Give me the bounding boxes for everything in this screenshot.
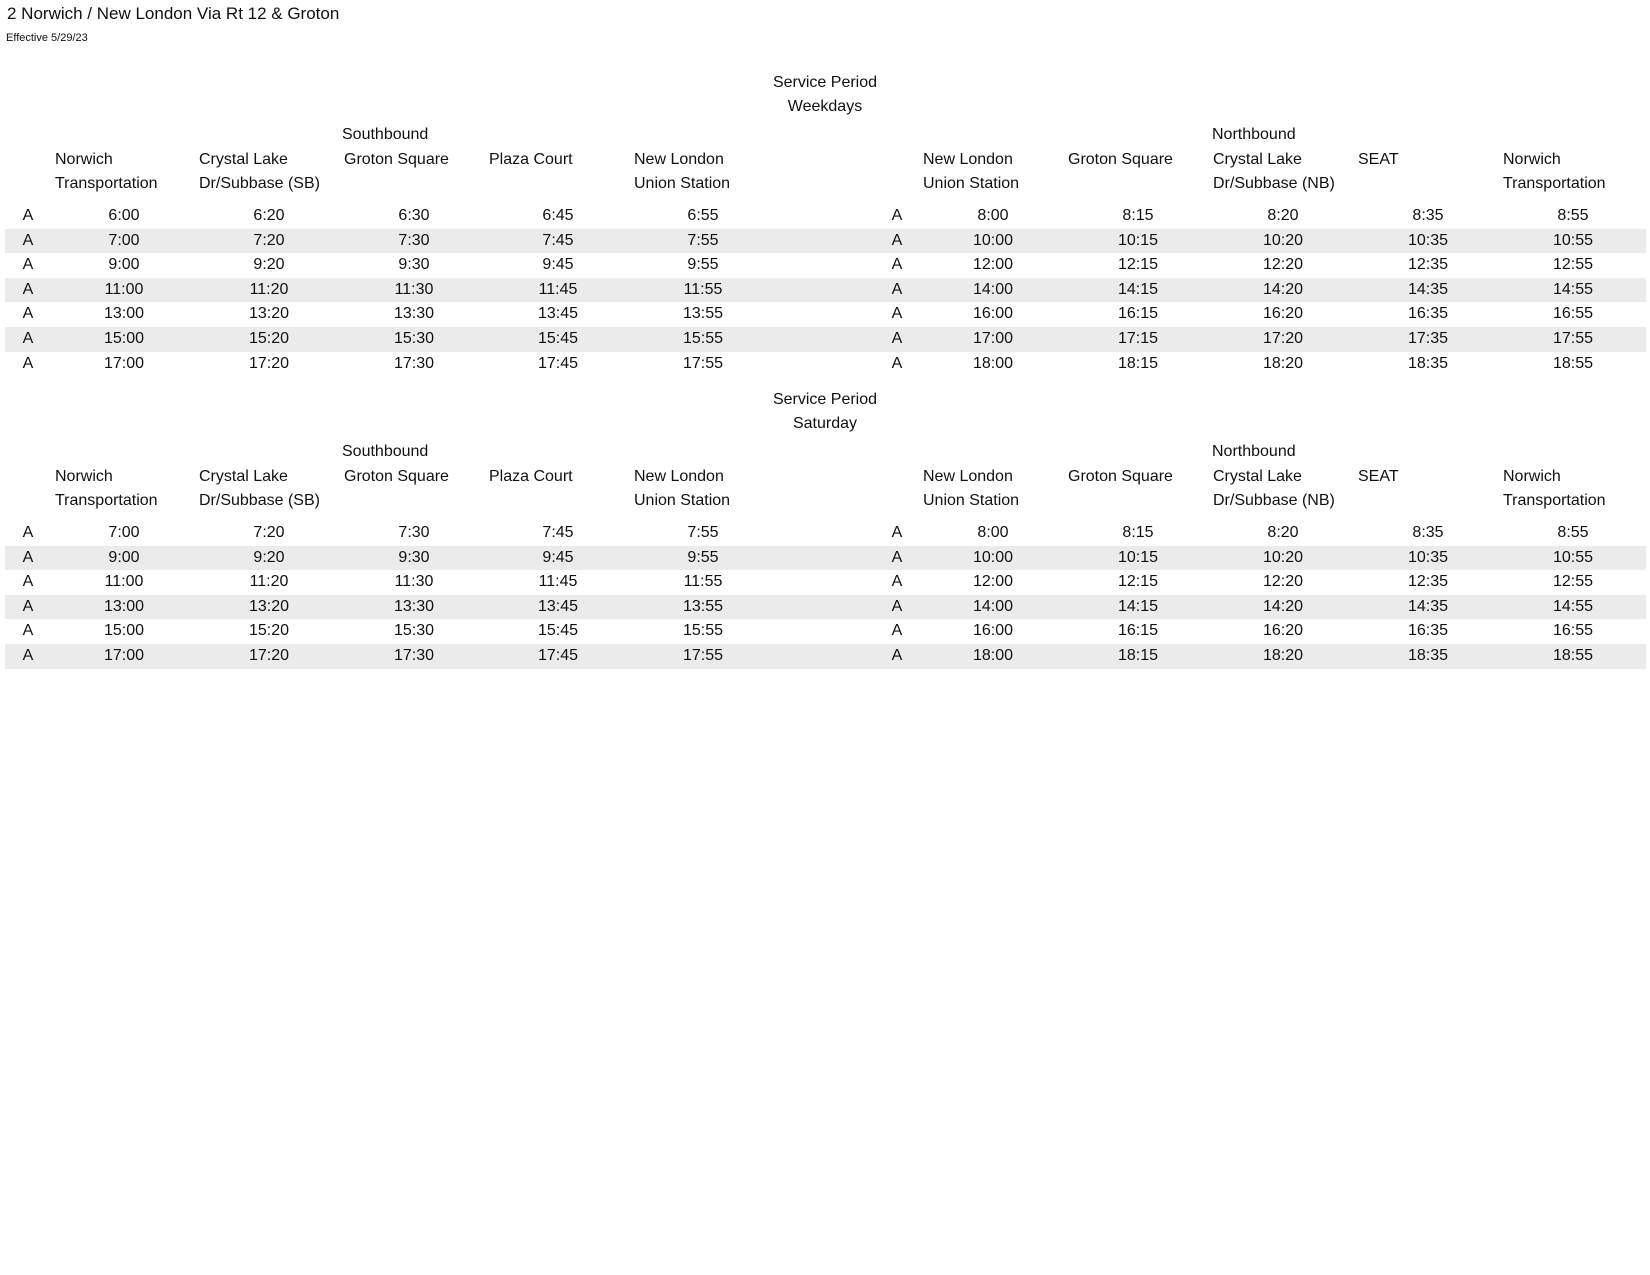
- northbound-time-cell: 14:35: [1407, 280, 1449, 298]
- northbound-stop-header: Groton Square: [1068, 468, 1173, 485]
- northbound-time-cell: 8:00: [977, 524, 1009, 541]
- table-row: [5, 327, 1646, 352]
- southbound-time-cell: 13:30: [393, 305, 435, 323]
- table-row: [5, 229, 1646, 254]
- southbound-time-cell: 9:30: [398, 548, 430, 566]
- southbound-stop-header: Norwich: [55, 151, 113, 168]
- southbound-time-cell: 9:55: [687, 548, 719, 566]
- table-row: [5, 278, 1646, 303]
- southbound-time-cell: 7:00: [108, 524, 140, 541]
- southbound-time-cell: 9:00: [108, 256, 140, 274]
- northbound-time-cell: 8:15: [1122, 207, 1154, 224]
- northbound-stop-header: Norwich: [1503, 468, 1561, 485]
- northbound-time-cell: 8:20: [1267, 207, 1299, 224]
- northbound-label: Northbound: [1212, 126, 1296, 143]
- southbound-time-cell: 9:20: [253, 256, 285, 274]
- northbound-time-cell: 10:15: [1117, 548, 1159, 566]
- southbound-time-cell: 17:00: [103, 354, 145, 372]
- northbound-stop-header: Union Station: [923, 492, 1020, 509]
- southbound-time-cell: 11:55: [683, 573, 723, 591]
- northbound-time-cell: 16:00: [972, 622, 1014, 640]
- northbound-trip-flag: A: [891, 207, 903, 224]
- southbound-trip-flag: A: [22, 305, 34, 323]
- southbound-time-cell: 17:45: [537, 646, 579, 664]
- northbound-time-cell: 17:20: [1262, 329, 1304, 347]
- southbound-time-cell: 13:00: [103, 305, 145, 323]
- northbound-time-cell: 18:15: [1117, 646, 1159, 664]
- northbound-time-cell: 17:15: [1117, 329, 1159, 347]
- northbound-time-cell: 12:00: [972, 256, 1014, 274]
- southbound-trip-flag: A: [22, 597, 34, 615]
- southbound-time-cell: 15:20: [248, 329, 290, 347]
- southbound-stop-header: Plaza Court: [489, 468, 573, 485]
- northbound-time-cell: 12:35: [1407, 256, 1449, 274]
- table-row: [5, 595, 1646, 620]
- northbound-time-cell: 16:15: [1117, 622, 1159, 640]
- southbound-time-cell: 17:45: [537, 354, 579, 372]
- northbound-stop-header: Crystal Lake: [1213, 151, 1302, 168]
- northbound-time-cell: 18:20: [1262, 646, 1304, 664]
- northbound-trip-flag: A: [891, 622, 903, 640]
- northbound-trip-flag: A: [891, 573, 903, 591]
- northbound-trip-flag: A: [891, 329, 903, 347]
- table-row: [5, 644, 1646, 669]
- northbound-stop-header: Transportation: [1503, 492, 1606, 509]
- northbound-time-cell: 16:55: [1552, 622, 1594, 640]
- northbound-trip-flag: A: [891, 256, 903, 274]
- southbound-stop-header: New London: [634, 468, 724, 485]
- southbound-time-cell: 17:30: [393, 354, 435, 372]
- southbound-stop-header: Dr/Subbase (SB): [199, 175, 320, 192]
- service-period-label: Service Period: [772, 74, 878, 91]
- northbound-time-cell: 14:15: [1117, 280, 1159, 298]
- southbound-trip-flag: A: [22, 256, 34, 274]
- table-row: [5, 253, 1646, 278]
- northbound-stop-header: Crystal Lake: [1213, 468, 1302, 485]
- northbound-time-cell: 8:15: [1122, 524, 1154, 541]
- southbound-trip-flag: A: [22, 622, 34, 640]
- service-day: Saturday: [792, 415, 858, 432]
- southbound-time-cell: 13:30: [393, 597, 435, 615]
- southbound-time-cell: 13:45: [537, 597, 579, 615]
- table-row: [5, 546, 1646, 571]
- northbound-trip-flag: A: [891, 597, 903, 615]
- southbound-stop-header: Transportation: [55, 175, 158, 192]
- northbound-time-cell: 12:20: [1262, 256, 1304, 274]
- southbound-time-cell: 9:30: [398, 256, 430, 274]
- southbound-time-cell: 9:55: [687, 256, 719, 274]
- southbound-time-cell: 6:30: [398, 207, 430, 224]
- southbound-time-cell: 11:20: [249, 280, 289, 298]
- northbound-stop-header: Transportation: [1503, 175, 1606, 192]
- northbound-time-cell: 16:35: [1407, 305, 1449, 323]
- southbound-time-cell: 7:45: [542, 231, 574, 249]
- southbound-time-cell: 15:20: [248, 622, 290, 640]
- northbound-time-cell: 10:55: [1552, 548, 1594, 566]
- northbound-time-cell: 10:35: [1407, 231, 1449, 249]
- service-period-label: Service Period: [772, 391, 878, 408]
- southbound-time-cell: 13:20: [248, 305, 290, 323]
- southbound-time-cell: 17:55: [682, 646, 724, 664]
- northbound-stop-header: New London: [923, 468, 1013, 485]
- northbound-time-cell: 17:55: [1552, 329, 1594, 347]
- southbound-trip-flag: A: [22, 329, 34, 347]
- northbound-time-cell: 18:55: [1552, 354, 1594, 372]
- southbound-label: Southbound: [342, 126, 429, 143]
- table-row: [5, 570, 1646, 595]
- northbound-time-cell: 16:20: [1262, 305, 1304, 323]
- northbound-label: Northbound: [1212, 443, 1296, 460]
- southbound-stop-header: Dr/Subbase (SB): [199, 492, 320, 509]
- southbound-time-cell: 7:20: [253, 524, 285, 541]
- southbound-stop-header: Union Station: [634, 492, 731, 509]
- northbound-time-cell: 10:20: [1262, 548, 1304, 566]
- southbound-time-cell: 13:00: [103, 597, 145, 615]
- northbound-time-cell: 18:15: [1117, 354, 1159, 372]
- southbound-time-cell: 6:45: [542, 207, 574, 224]
- southbound-time-cell: 7:55: [687, 231, 719, 249]
- northbound-time-cell: 8:55: [1557, 207, 1589, 224]
- northbound-time-cell: 8:35: [1412, 207, 1444, 224]
- northbound-time-cell: 8:20: [1267, 524, 1299, 541]
- southbound-time-cell: 13:55: [682, 597, 724, 615]
- southbound-time-cell: 15:45: [537, 329, 579, 347]
- northbound-time-cell: 10:15: [1117, 231, 1159, 249]
- southbound-time-cell: 6:00: [108, 207, 140, 224]
- southbound-trip-flag: A: [22, 354, 34, 372]
- southbound-time-cell: 11:55: [683, 280, 723, 298]
- northbound-time-cell: 10:55: [1552, 231, 1594, 249]
- northbound-time-cell: 16:35: [1407, 622, 1449, 640]
- southbound-label: Southbound: [342, 443, 429, 460]
- southbound-time-cell: 11:45: [538, 280, 578, 298]
- table-row: [5, 521, 1646, 546]
- table-row: [5, 204, 1646, 229]
- northbound-time-cell: 12:20: [1262, 573, 1304, 591]
- effective-date: Effective 5/29/23: [6, 32, 88, 44]
- southbound-stop-header: Norwich: [55, 468, 113, 485]
- southbound-time-cell: 17:00: [103, 646, 145, 664]
- southbound-time-cell: 9:20: [253, 548, 285, 566]
- northbound-time-cell: 14:20: [1262, 280, 1304, 298]
- southbound-time-cell: 17:30: [393, 646, 435, 664]
- timetable-grid: [5, 521, 1646, 669]
- northbound-trip-flag: A: [891, 354, 903, 372]
- southbound-stop-header: Plaza Court: [489, 151, 573, 168]
- table-row: [5, 352, 1646, 377]
- northbound-time-cell: 8:00: [977, 207, 1009, 224]
- southbound-stop-header: Union Station: [634, 175, 731, 192]
- northbound-time-cell: 8:55: [1557, 524, 1589, 541]
- southbound-trip-flag: A: [22, 573, 34, 591]
- southbound-time-cell: 15:00: [103, 329, 145, 347]
- southbound-stop-header: Crystal Lake: [199, 468, 288, 485]
- southbound-time-cell: 11:30: [394, 280, 434, 298]
- southbound-time-cell: 17:55: [682, 354, 724, 372]
- southbound-time-cell: 11:45: [538, 573, 578, 591]
- southbound-stop-header: Groton Square: [344, 468, 449, 485]
- northbound-time-cell: 17:00: [972, 329, 1014, 347]
- northbound-trip-flag: A: [891, 524, 903, 541]
- southbound-trip-flag: A: [22, 231, 34, 249]
- southbound-time-cell: 7:45: [542, 524, 574, 541]
- northbound-time-cell: 18:35: [1407, 646, 1449, 664]
- southbound-time-cell: 9:45: [542, 256, 574, 274]
- northbound-time-cell: 10:35: [1407, 548, 1449, 566]
- northbound-time-cell: 8:35: [1412, 524, 1444, 541]
- northbound-time-cell: 14:55: [1552, 597, 1594, 615]
- southbound-trip-flag: A: [22, 524, 34, 541]
- northbound-time-cell: 10:00: [972, 548, 1014, 566]
- northbound-time-cell: 12:00: [972, 573, 1014, 591]
- southbound-stop-header: Groton Square: [344, 151, 449, 168]
- northbound-stop-header: Dr/Subbase (NB): [1213, 175, 1335, 192]
- southbound-trip-flag: A: [22, 548, 34, 566]
- northbound-time-cell: 16:55: [1552, 305, 1594, 323]
- table-row: [5, 302, 1646, 327]
- southbound-time-cell: 13:20: [248, 597, 290, 615]
- northbound-stop-header: Dr/Subbase (NB): [1213, 492, 1335, 509]
- northbound-time-cell: 10:00: [972, 231, 1014, 249]
- southbound-time-cell: 13:55: [682, 305, 724, 323]
- southbound-time-cell: 11:00: [104, 573, 144, 591]
- southbound-time-cell: 15:55: [682, 622, 724, 640]
- southbound-time-cell: 7:20: [253, 231, 285, 249]
- southbound-time-cell: 6:55: [687, 207, 719, 224]
- northbound-time-cell: 18:35: [1407, 354, 1449, 372]
- northbound-time-cell: 10:20: [1262, 231, 1304, 249]
- northbound-time-cell: 17:35: [1407, 329, 1449, 347]
- northbound-time-cell: 16:15: [1117, 305, 1159, 323]
- southbound-time-cell: 11:30: [394, 573, 434, 591]
- southbound-time-cell: 15:30: [393, 622, 435, 640]
- northbound-time-cell: 14:35: [1407, 597, 1449, 615]
- northbound-time-cell: 18:00: [972, 646, 1014, 664]
- timetable-grid: [5, 204, 1646, 376]
- northbound-time-cell: 18:20: [1262, 354, 1304, 372]
- southbound-trip-flag: A: [22, 280, 34, 298]
- northbound-time-cell: 14:00: [972, 280, 1014, 298]
- southbound-time-cell: 15:30: [393, 329, 435, 347]
- southbound-time-cell: 7:30: [398, 231, 430, 249]
- northbound-stop-header: Groton Square: [1068, 151, 1173, 168]
- northbound-trip-flag: A: [891, 548, 903, 566]
- southbound-time-cell: 17:20: [248, 354, 290, 372]
- northbound-time-cell: 18:00: [972, 354, 1014, 372]
- northbound-stop-header: SEAT: [1358, 151, 1399, 168]
- northbound-stop-header: New London: [923, 151, 1013, 168]
- northbound-stop-header: SEAT: [1358, 468, 1399, 485]
- southbound-time-cell: 6:20: [253, 207, 285, 224]
- southbound-stop-header: New London: [634, 151, 724, 168]
- northbound-trip-flag: A: [891, 305, 903, 323]
- southbound-time-cell: 9:00: [108, 548, 140, 566]
- southbound-time-cell: 13:45: [537, 305, 579, 323]
- southbound-time-cell: 11:20: [249, 573, 289, 591]
- northbound-time-cell: 12:55: [1552, 256, 1594, 274]
- northbound-time-cell: 14:20: [1262, 597, 1304, 615]
- northbound-time-cell: 14:15: [1117, 597, 1159, 615]
- southbound-trip-flag: A: [22, 646, 34, 664]
- southbound-time-cell: 15:55: [682, 329, 724, 347]
- southbound-time-cell: 15:45: [537, 622, 579, 640]
- southbound-time-cell: 7:00: [108, 231, 140, 249]
- northbound-time-cell: 18:55: [1552, 646, 1594, 664]
- southbound-time-cell: 9:45: [542, 548, 574, 566]
- southbound-time-cell: 7:30: [398, 524, 430, 541]
- southbound-time-cell: 15:00: [103, 622, 145, 640]
- northbound-time-cell: 12:15: [1117, 573, 1159, 591]
- northbound-time-cell: 12:35: [1407, 573, 1449, 591]
- southbound-time-cell: 11:00: [104, 280, 144, 298]
- northbound-stop-header: Union Station: [923, 175, 1020, 192]
- southbound-stop-header: Crystal Lake: [199, 151, 288, 168]
- northbound-time-cell: 12:15: [1117, 256, 1159, 274]
- northbound-time-cell: 16:20: [1262, 622, 1304, 640]
- southbound-time-cell: 7:55: [687, 524, 719, 541]
- northbound-time-cell: 14:00: [972, 597, 1014, 615]
- service-day: Weekdays: [787, 98, 863, 115]
- northbound-trip-flag: A: [891, 231, 903, 249]
- southbound-time-cell: 17:20: [248, 646, 290, 664]
- northbound-trip-flag: A: [891, 646, 903, 664]
- northbound-time-cell: 16:00: [972, 305, 1014, 323]
- northbound-trip-flag: A: [891, 280, 903, 298]
- northbound-stop-header: Norwich: [1503, 151, 1561, 168]
- northbound-time-cell: 14:55: [1552, 280, 1594, 298]
- southbound-stop-header: Transportation: [55, 492, 158, 509]
- table-row: [5, 619, 1646, 644]
- northbound-time-cell: 12:55: [1552, 573, 1594, 591]
- route-title: 2 Norwich / New London Via Rt 12 & Groton: [7, 4, 340, 23]
- southbound-trip-flag: A: [22, 207, 34, 224]
